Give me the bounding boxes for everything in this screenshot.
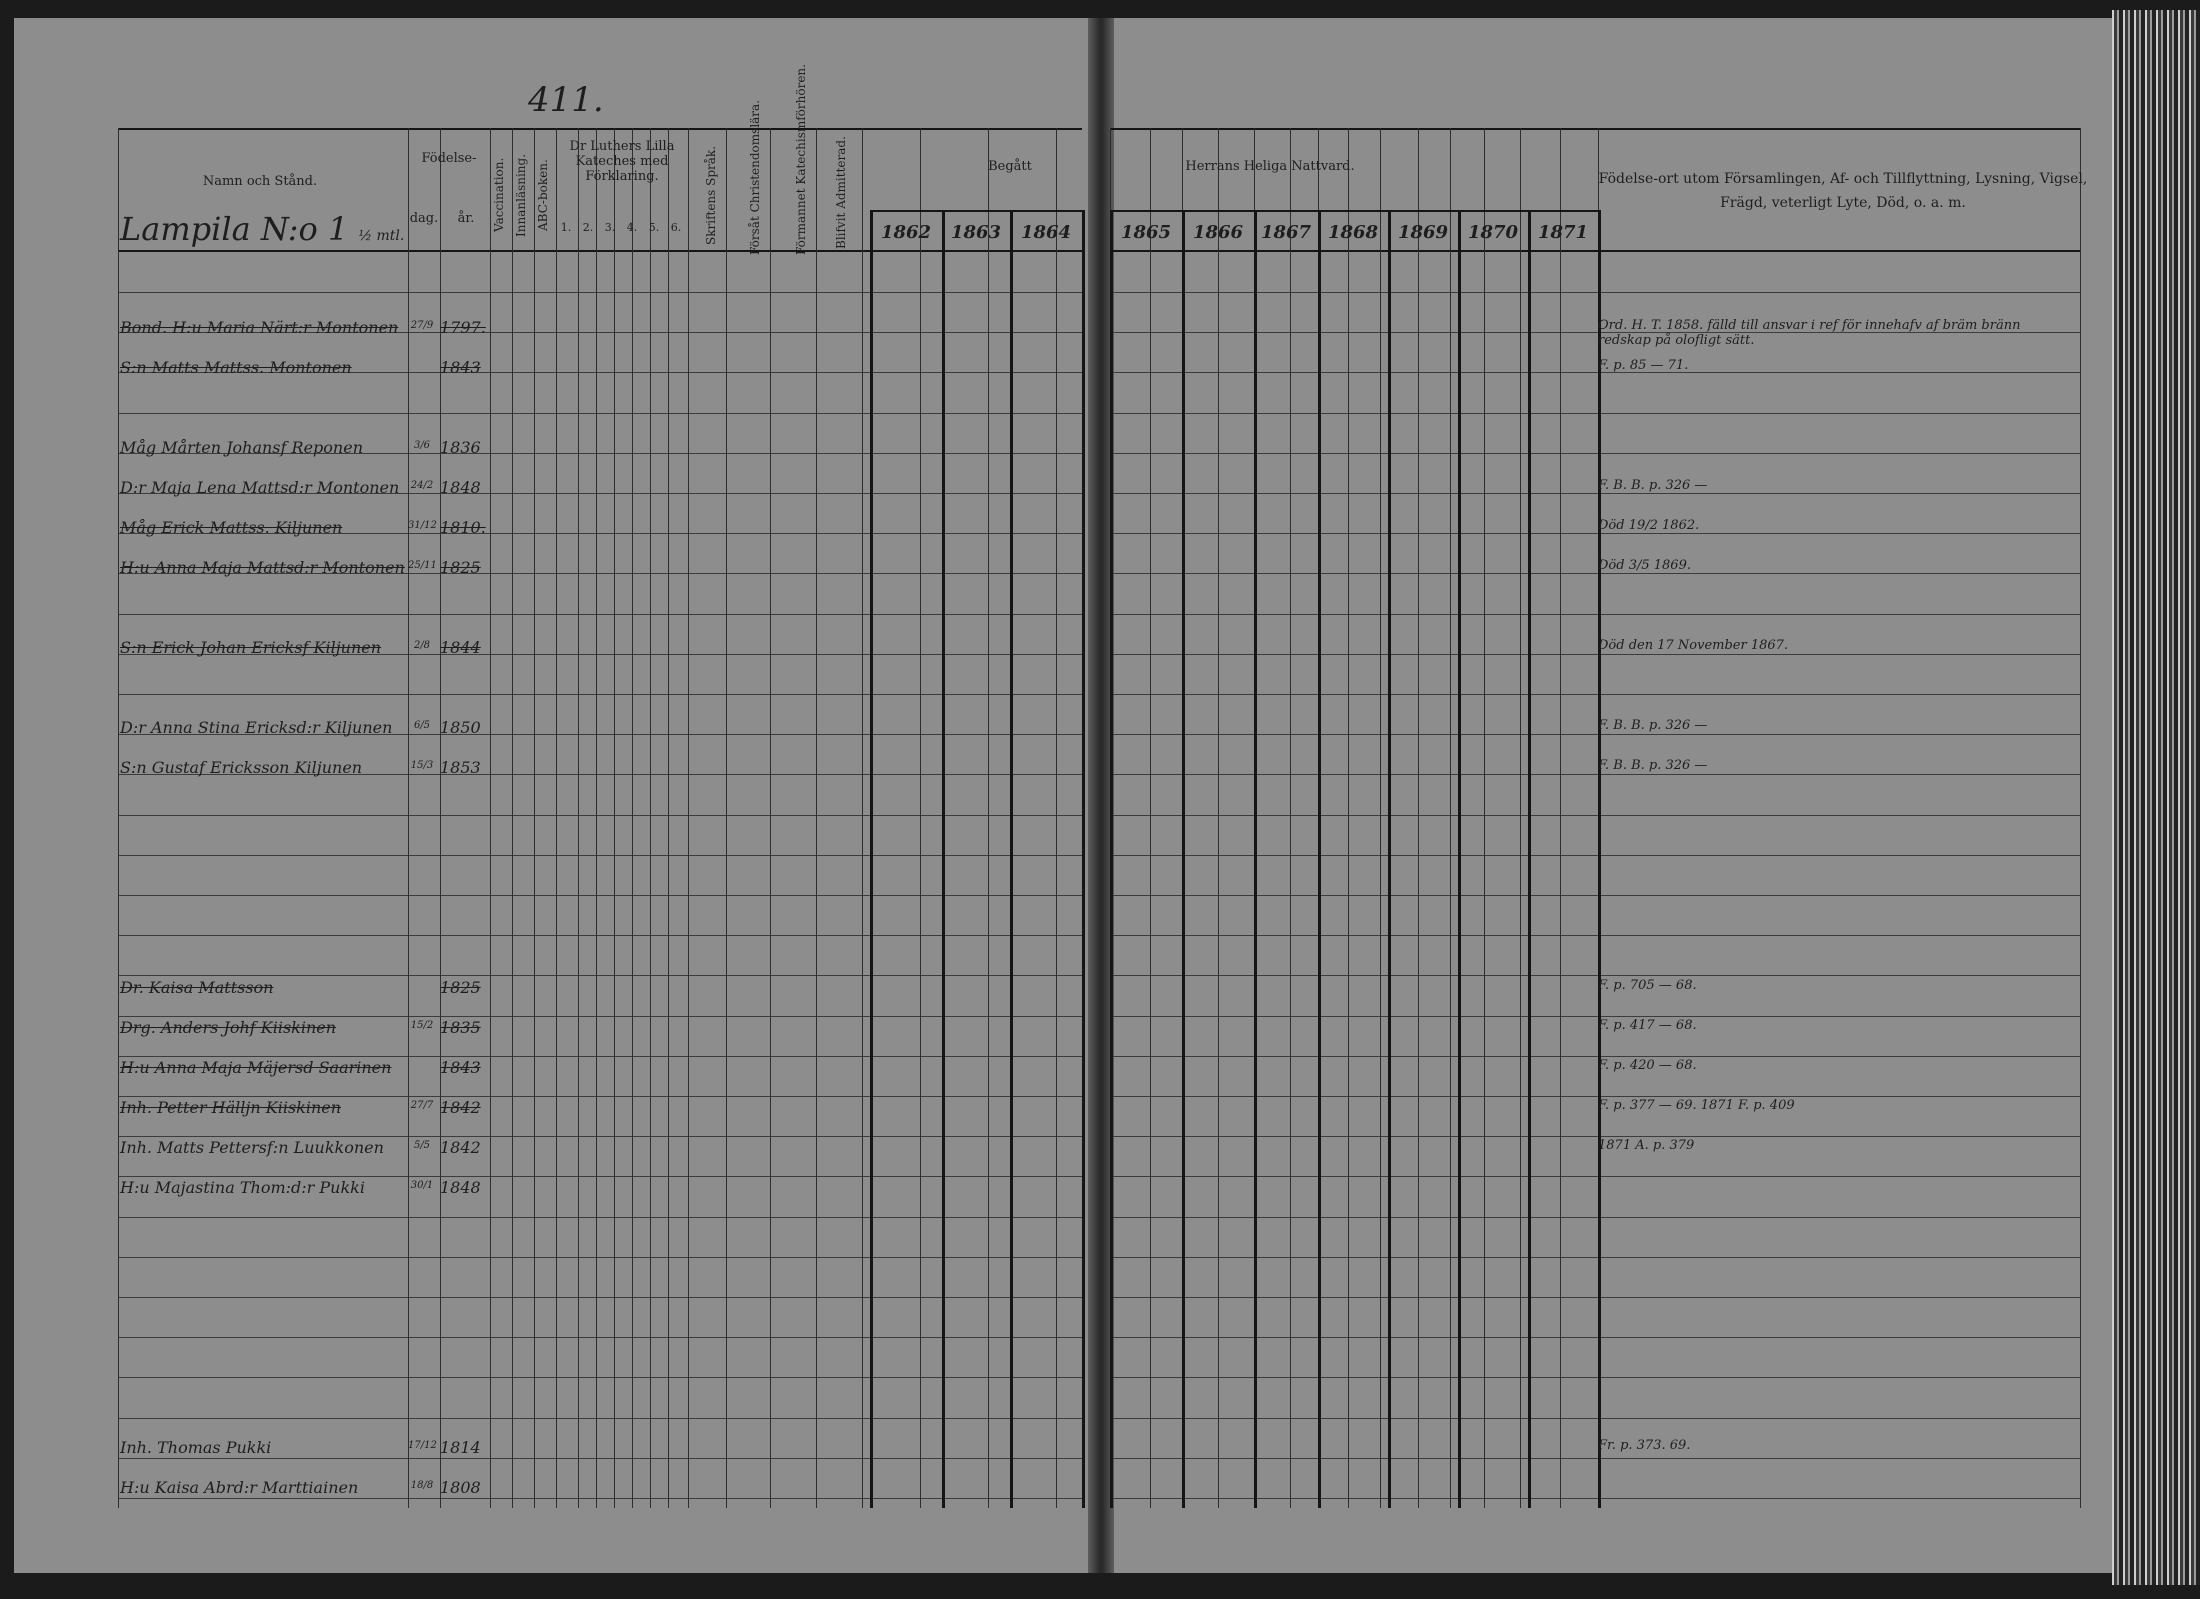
column-rule (1290, 128, 1291, 1508)
entry-birth-year: 1843 (440, 358, 481, 377)
entry-birth-year: 1835 (440, 1018, 481, 1037)
header-katechisation: Förmannet Katechismförhören. (794, 64, 808, 255)
entry-remark: 1871 A. p. 379 (1598, 1138, 1695, 1153)
entry-birth-day: 27/7 (410, 1100, 434, 1111)
row-rule (118, 694, 1082, 695)
row-rule (118, 1418, 1082, 1419)
row-rule (118, 895, 1082, 896)
entry-birth-day: 31/12 (408, 520, 437, 531)
header-begatt: Begått (988, 159, 1032, 174)
entry-birth-year: 1825 (440, 558, 481, 577)
year-column-rule (1110, 210, 1113, 1508)
luther-column-2: 2. (582, 221, 594, 234)
header-christendom: Försåt Christendomslära. (748, 99, 762, 255)
entry-birth-day: 25/11 (408, 560, 437, 571)
entry-birth-year: 1853 (440, 758, 481, 777)
entry-birth-day: 6/5 (413, 720, 431, 731)
entry-remark: F. B. B. p. 326 — (1598, 478, 1708, 493)
row-rule (118, 1458, 1082, 1459)
year-column-rule (1082, 210, 1085, 1508)
entry-birth-day: 5/5 (413, 1140, 431, 1151)
row-rule (118, 1096, 1082, 1097)
row-rule (118, 1377, 1082, 1378)
row-rule (118, 1297, 1082, 1298)
column-rule (650, 128, 651, 1508)
column-rule (988, 128, 989, 1508)
entry-remark: F. B. B. p. 326 — (1598, 758, 1708, 773)
row-rule (118, 292, 1082, 293)
entry-name: Inh. Matts Pettersf:n Luukkonen (120, 1138, 384, 1157)
column-rule (1218, 128, 1219, 1508)
year-heading-1866: 1866 (1192, 222, 1244, 243)
entry-birth-year: 1842 (440, 1138, 481, 1157)
row-rule (118, 1016, 1082, 1017)
header-dag: dag. (409, 211, 439, 226)
year-column-rule (870, 210, 873, 1508)
column-rule (490, 128, 491, 1508)
column-rule (816, 128, 817, 1508)
entry-birth-day: 17/12 (408, 1440, 437, 1451)
table-top-rule (118, 128, 1082, 130)
entry-birth-day: 3/6 (413, 440, 431, 451)
table-top-rule (1110, 128, 2080, 130)
row-rule (118, 935, 1082, 936)
column-rule (1150, 128, 1151, 1508)
entry-name: Inh. Thomas Pukki (120, 1438, 272, 1457)
entry-birth-day: 24/2 (410, 480, 434, 491)
entry-birth-year: 1842 (440, 1098, 481, 1117)
header-innanlasning: Innanläsning. (514, 153, 528, 237)
entry-birth-year: 1797. (440, 318, 486, 337)
year-column-rule (1182, 210, 1185, 1508)
column-rule (688, 128, 689, 1508)
column-rule (726, 128, 727, 1508)
header-remarks: Födelse-ort utom Församlingen, Af- och Tillflyttning, Lysning, Vigsel, Frägd, veterligt Lyte, Död, o. a. m. (1598, 171, 2088, 211)
entry-name: Inh. Petter Hälljn Kiiskinen (120, 1098, 342, 1117)
entry-name: Måg Erick Mattss. Kiljunen (120, 518, 343, 537)
year-column-rule (1458, 210, 1461, 1508)
column-rule (556, 128, 557, 1508)
page-edges (2112, 10, 2200, 1585)
table-right-rule (2080, 128, 2081, 1508)
entry-birth-year: 1850 (440, 718, 481, 737)
year-header-rule (1110, 210, 1598, 212)
column-rule (1380, 128, 1381, 1508)
entry-birth-day: 30/1 (410, 1180, 434, 1191)
row-rule (118, 1498, 1082, 1499)
column-rule (1450, 128, 1451, 1508)
header-skriften: Skriftens Språk. (704, 145, 718, 245)
row-rule (118, 1337, 1082, 1338)
column-rule (1348, 128, 1349, 1508)
column-rule (668, 128, 669, 1508)
entry-birth-year: 1836 (440, 438, 481, 457)
column-rule (770, 128, 771, 1508)
entry-name: H:u Majastina Thom:d:r Pukki (120, 1178, 365, 1197)
luther-column-3: 3. (604, 221, 616, 234)
column-rule (408, 128, 409, 1508)
header-luther: Dr Luthers Lilla Kateches med Förklaring. (569, 139, 675, 184)
year-column-rule (1318, 210, 1321, 1508)
entry-birth-year: 1848 (440, 478, 481, 497)
luther-column-5: 5. (648, 221, 660, 234)
entry-birth-year: 1810. (440, 518, 486, 537)
header-vaccination: Vaccination. (492, 157, 506, 233)
village-suffix: ½ mtl. (358, 228, 405, 244)
header-nattvard: Herrans Heliga Nattvard. (1185, 159, 1355, 174)
year-column-rule (1528, 210, 1531, 1508)
entry-birth-year: 1843 (440, 1058, 481, 1077)
year-heading-1868: 1868 (1327, 222, 1379, 243)
entry-remark: Fr. p. 373. 69. (1598, 1438, 1691, 1453)
entry-remark: F. p. 705 — 68. (1598, 978, 1697, 993)
row-rule (118, 975, 1082, 976)
entry-name: Dr. Kaisa Mattsson (120, 978, 274, 997)
header-name: Namn och Stånd. (202, 174, 318, 189)
header-birth: Födelse- (421, 151, 477, 166)
entry-birth-day: 2/8 (413, 640, 431, 651)
column-rule (920, 128, 921, 1508)
row-rule (118, 1136, 1082, 1137)
header-ar: år. (457, 211, 475, 226)
header-abc: ABC-boken. (536, 159, 550, 231)
column-rule (632, 128, 633, 1508)
column-rule (512, 128, 513, 1508)
year-column-rule (942, 210, 945, 1508)
entry-name: S:n Matts Mattss. Montonen (120, 358, 352, 377)
entry-remark: Död den 17 November 1867. (1598, 638, 1789, 653)
year-column-rule (1388, 210, 1391, 1508)
luther-column-6: 6. (670, 221, 682, 234)
entry-name: Måg Mårten Johansf Reponen (120, 438, 363, 457)
entry-remark: F. p. 377 — 69. 1871 F. p. 409 (1598, 1098, 1795, 1113)
luther-column-4: 4. (626, 221, 638, 234)
entry-name: H:u Anna Maja Mäjersd Saarinen (120, 1058, 392, 1077)
entry-name: Bond. H:u Maria Närt:r Montonen (120, 318, 399, 337)
row-rule (118, 815, 1082, 816)
entry-remark: F. B. B. p. 326 — (1598, 718, 1708, 733)
row-rule (118, 1257, 1082, 1258)
header-admitterad: Blifvit Admitterad. (834, 136, 848, 249)
year-column-rule (1254, 210, 1257, 1508)
column-rule (1484, 128, 1485, 1508)
luther-column-1: 1. (560, 221, 572, 234)
folio-number: 411. (528, 80, 604, 120)
entry-name: D:r Anna Stina Ericksd:r Kiljunen (120, 718, 393, 737)
entry-remark: Död 19/2 1862. (1598, 518, 1700, 533)
column-rule (614, 128, 615, 1508)
header-bottom-rule (118, 250, 1082, 252)
row-rule (118, 1056, 1082, 1057)
row-rule (118, 855, 1082, 856)
year-heading-1864: 1864 (1020, 222, 1072, 243)
column-rule (1056, 128, 1057, 1508)
village-heading (120, 210, 404, 248)
entry-name: S:n Erick Johan Ericksf Kiljunen (120, 638, 382, 657)
year-heading-1871: 1871 (1537, 222, 1589, 243)
entry-remark: F. p. 85 — 71. (1598, 358, 1689, 373)
year-heading-1865: 1865 (1120, 222, 1172, 243)
entry-remark: F. p. 420 — 68. (1598, 1058, 1697, 1073)
row-rule (118, 413, 1082, 414)
year-heading-1863: 1863 (950, 222, 1002, 243)
column-rule (578, 128, 579, 1508)
column-rule (1418, 128, 1419, 1508)
entry-birth-year: 1848 (440, 1178, 481, 1197)
year-heading-1869: 1869 (1397, 222, 1449, 243)
entry-birth-day: 15/3 (410, 760, 434, 771)
row-rule (118, 1217, 1082, 1218)
column-rule (596, 128, 597, 1508)
year-column-rule (1598, 210, 1601, 1508)
entry-name: D:r Maja Lena Mattsd:r Montonen (120, 478, 400, 497)
entry-name: H:u Anna Maja Mattsd:r Montonen (120, 558, 405, 577)
year-heading-1870: 1870 (1467, 222, 1519, 243)
column-rule (1560, 128, 1561, 1508)
entry-birth-day: 18/8 (410, 1480, 434, 1491)
entry-birth-day: 15/2 (410, 1020, 434, 1031)
entry-name: H:u Kaisa Abrd:r Marttiainen (120, 1478, 359, 1497)
entry-birth-day: 27/9 (410, 320, 434, 331)
column-rule (118, 128, 119, 1508)
entry-remark: Ord. H. T. 1858. fälld till ansvar i ref för innehafv af bräm bränn redskap på olofligt sätt. (1598, 318, 2021, 348)
year-column-rule (1010, 210, 1013, 1508)
row-rule (118, 1176, 1082, 1177)
column-rule (1520, 128, 1521, 1508)
entry-birth-year: 1825 (440, 978, 481, 997)
entry-name: S:n Gustaf Ericksson Kiljunen (120, 758, 363, 777)
year-heading-1862: 1862 (880, 222, 932, 243)
entry-remark: F. p. 417 — 68. (1598, 1018, 1697, 1033)
year-header-rule (870, 210, 1082, 212)
year-heading-1867: 1867 (1260, 222, 1312, 243)
entry-birth-year: 1814 (440, 1438, 481, 1457)
entry-name: Drg. Anders Johf Kiiskinen (120, 1018, 337, 1037)
row-rule (118, 614, 1082, 615)
column-rule (534, 128, 535, 1508)
village-name: Lampila N:o 1 (120, 210, 349, 248)
entry-remark: Död 3/5 1869. (1598, 558, 1691, 573)
entry-birth-year: 1808 (440, 1478, 481, 1497)
entry-birth-year: 1844 (440, 638, 481, 657)
column-rule (862, 128, 863, 1508)
